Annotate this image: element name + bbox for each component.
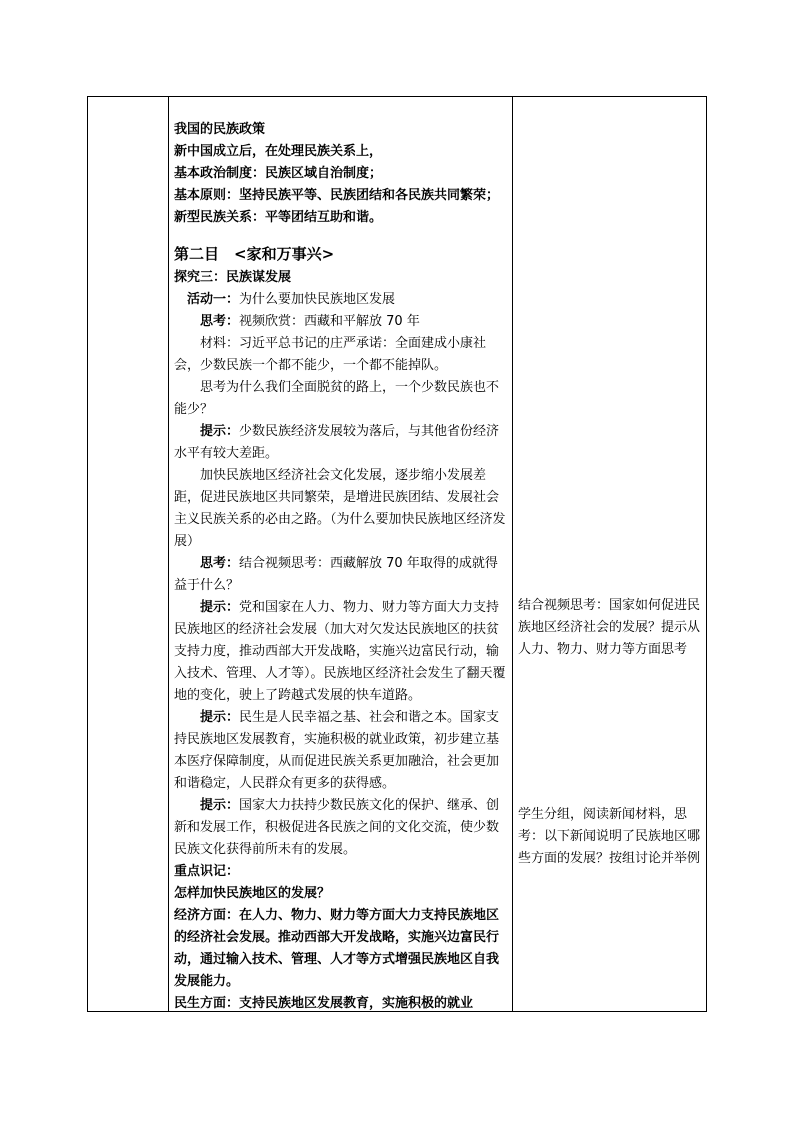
hint1-text: 少数民族经济发展较为落后，与其他省份经济水平有较大差距。 bbox=[174, 424, 500, 461]
hint4-text: 国家大力扶持少数民族文化的保护、继承、创新和发展工作，积极促进各民族之间的文化交流，使少数民族文化获得前所未有的发展。 bbox=[174, 798, 500, 857]
key-title: 重点识记： bbox=[174, 864, 240, 879]
policy-line-1: 新中国成立后，在处理民族关系上， bbox=[174, 144, 383, 159]
hint4-line bbox=[174, 795, 508, 861]
hint4-label: 提示： bbox=[200, 798, 240, 813]
hint3-label: 提示： bbox=[200, 710, 240, 725]
activity-label: 活动一： bbox=[187, 292, 240, 307]
think2-line bbox=[174, 553, 508, 597]
column-divider-left bbox=[168, 97, 169, 1011]
hint1-label: 提示： bbox=[200, 424, 240, 439]
hint1-line bbox=[174, 421, 508, 465]
hint3-text: 民生是人民幸福之基、社会和谐之本。国家支持民族地区发展教育，实施积极的就业政策，初步建立基本医疗保障制度，从而促进民族关系更加融洽，社会更加和谐稳定，人民群众有更多的获得感。 bbox=[174, 710, 500, 791]
question-text: 思考为什么我们全面脱贫的路上，一个少数民族也不能少？ bbox=[174, 380, 500, 417]
activity-line bbox=[174, 289, 508, 311]
policy-title: 我国的民族政策 bbox=[174, 122, 266, 137]
section-title: 第二目 <家和万事兴> bbox=[174, 245, 335, 263]
key-question: 怎样加快民族地区的发展？ bbox=[174, 886, 331, 901]
key-livelihood: 民生方面：支持民族地区发展教育，实施积极的就业 bbox=[174, 996, 474, 1011]
hint2-line bbox=[174, 597, 508, 707]
student-activity-note-2: 学生分组，阅读新闻材料，思考：以下新闻说明了民族地区哪些方面的发展？按组讨论并举例 bbox=[518, 807, 701, 866]
hint2-label: 提示： bbox=[200, 600, 240, 615]
activity-text: 为什么要加快民族地区发展 bbox=[239, 292, 396, 307]
think1-line bbox=[174, 311, 508, 333]
hint2-text: 党和国家在人力、物力、财力等方面大力支持民族地区的经济社会发展（加大对欠发达民族地区的扶贫支持力度，推动西部大开发战略，实施兴边富民行动，输入技术、管理、人才等）。民族地区经济社会发生了翻天覆地的变化，驶上了跨越式发展的快车道路。 bbox=[174, 600, 506, 703]
column-divider-right bbox=[512, 97, 513, 1011]
student-activity-note-1: 结合视频思考：国家如何促进民族地区经济社会的发展？提示从人力、物力、财力等方面思考 bbox=[518, 598, 701, 657]
develop-text: 加快民族地区经济社会文化发展，逐步缩小发展差距，促进民族地区共同繁荣，是增进民族团结、发展社会主义民族关系的必由之路。（为什么要加快民族地区经济发展） bbox=[174, 468, 506, 549]
lesson-table bbox=[87, 96, 707, 1012]
teaching-content-cell bbox=[174, 119, 508, 1013]
policy-line-2: 基本政治制度：民族区域自治制度； bbox=[174, 166, 383, 181]
policy-line-4: 新型民族关系：平等团结互助和谐。 bbox=[174, 210, 383, 225]
think2-text: 结合视频思考：西藏解放 70 年取得的成就得益于什么？ bbox=[174, 556, 498, 593]
policy-line-3: 基本原则：坚持民族平等、民族团结和各民族共同繁荣； bbox=[174, 188, 500, 203]
think2-label: 思考： bbox=[200, 556, 240, 571]
material-text: 材料：习近平总书记的庄严承诺：全面建成小康社会，少数民族一个都不能少，一个都不能掉队。 bbox=[174, 336, 487, 373]
think1-text: 视频欣赏：西藏和平解放 70 年 bbox=[239, 314, 420, 329]
hint3-line bbox=[174, 707, 508, 795]
explore-title: 探究三：民族谋发展 bbox=[174, 270, 292, 285]
think1-label: 思考： bbox=[200, 314, 240, 329]
key-economy: 经济方面：在人力、物力、财力等方面大力支持民族地区的经济社会发展。推动西部大开发战略，实施兴边富民行动，通过输入技术、管理、人才等方式增强民族地区自我发展能力。 bbox=[174, 908, 500, 989]
